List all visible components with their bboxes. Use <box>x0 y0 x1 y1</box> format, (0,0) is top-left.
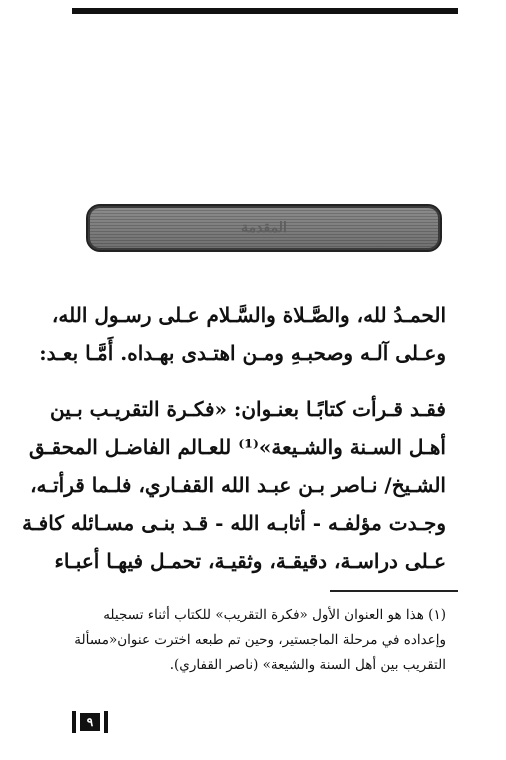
footnote-line: وإعداده في مرحلة الماجستير، وحين تم طبعه اخترت عنوان«مسألة <box>74 632 446 648</box>
page-number: ٩ <box>80 713 100 731</box>
text-line: الحمـدُ لله، والصَّـلاة والسَّـلام عـلى رسـول الله، <box>51 303 446 327</box>
paragraph-body <box>22 390 446 580</box>
footnote <box>60 603 446 678</box>
text-line: الشـيخ/ نـاصر بـن عبـد الله القفـاري، فلـما قرأتـه، <box>30 473 446 497</box>
text-line: فقـد قـرأت كتابًـا بعنـوان: «فكـرة التقريـب بـين <box>50 397 446 421</box>
text-line: أهـل السـنة والشـيعة»⁽¹⁾ للعـالم الفاضـل المحقـق <box>29 435 446 459</box>
section-heading: المقدمة <box>241 220 287 236</box>
page-number-bar-left <box>72 711 76 733</box>
text-line: عـلى دراسـة، دقيقـة، وثقيـة، تحمـل فيهـا أعبـاء <box>54 549 446 573</box>
text-line: وجـدت مؤلفـه - أثابـه الله - قـد بنـى مسـائله كافـة <box>22 511 446 535</box>
page-number-bar-right <box>104 711 108 733</box>
paragraph-opening <box>39 296 446 372</box>
page-number-box <box>72 711 108 733</box>
top-rule <box>72 8 458 14</box>
footnote-line: (١) هذا هو العنوان الأول «فكرة التقريب» للكتاب أثناء تسجيله <box>103 607 446 623</box>
text-line: وعـلى آلـه وصحبـهِ ومـن اهتـدى بهـداه. أَمَّـا بعـد: <box>39 341 446 365</box>
footnote-separator <box>330 590 458 592</box>
section-heading-banner <box>86 204 442 252</box>
footnote-line: التقريب بين أهل السنة والشيعة» (ناصر القفاري). <box>169 657 446 673</box>
